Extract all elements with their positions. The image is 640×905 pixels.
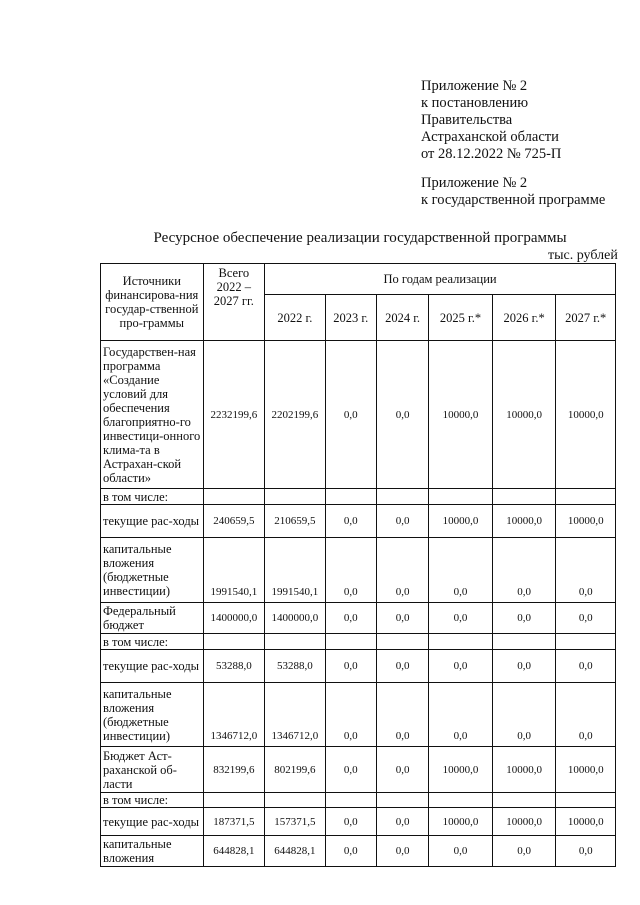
cell-total: 187371,5 — [203, 808, 265, 836]
cell-value: 0,0 — [376, 747, 428, 793]
cell-value: 0,0 — [325, 808, 376, 836]
row-label: текущие рас-ходы — [101, 650, 204, 683]
cell-value: 0,0 — [376, 808, 428, 836]
cell-value: 0,0 — [325, 683, 376, 747]
cell-value — [265, 793, 326, 808]
cell-value: 0,0 — [376, 836, 428, 867]
cell-value — [265, 634, 326, 650]
cell-value: 0,0 — [492, 683, 556, 747]
row-label: капитальные вложения (бюджетные инвестиции) — [101, 683, 204, 747]
cell-value — [325, 793, 376, 808]
table-row — [101, 650, 616, 683]
cell-value: 0,0 — [325, 836, 376, 867]
row-label: текущие рас-ходы — [101, 505, 204, 538]
cell-value: 0,0 — [376, 650, 428, 683]
cell-value: 0,0 — [376, 683, 428, 747]
row-label: капитальные вложения (бюджетные инвестиции) — [101, 538, 204, 603]
cell-total: 1991540,1 — [203, 538, 265, 603]
document-title: Ресурсное обеспечение реализации государственной программы — [153, 230, 567, 246]
cell-total: 53288,0 — [203, 650, 265, 683]
cell-value: 2202199,6 — [265, 341, 326, 489]
cell-value: 0,0 — [325, 538, 376, 603]
header-year: 2025 г.* — [429, 295, 493, 341]
appendix-block-2 — [421, 175, 605, 209]
cell-value — [325, 489, 376, 505]
cell-value — [492, 489, 556, 505]
cell-total — [203, 634, 265, 650]
cell-value: 0,0 — [556, 538, 616, 603]
appendix-block — [421, 78, 561, 163]
cell-value: 0,0 — [556, 836, 616, 867]
header-year: 2024 г. — [376, 295, 428, 341]
cell-value — [265, 489, 326, 505]
cell-value: 0,0 — [376, 341, 428, 489]
cell-value: 0,0 — [325, 505, 376, 538]
row-label: капитальные вложения — [101, 836, 204, 867]
cell-value: 0,0 — [556, 650, 616, 683]
row-label: Государствен-ная программа «Создание условий для обеспечения благоприятно-го инвестици-онного клима-та в Астрахан-ской области» — [101, 341, 204, 489]
table-row — [101, 603, 616, 634]
cell-value: 0,0 — [492, 836, 556, 867]
cell-total: 644828,1 — [203, 836, 265, 867]
table-row — [101, 538, 616, 603]
cell-total: 1400000,0 — [203, 603, 265, 634]
cell-value: 0,0 — [376, 538, 428, 603]
cell-value: 0,0 — [492, 650, 556, 683]
cell-value: 0,0 — [429, 683, 493, 747]
cell-total: 832199,6 — [203, 747, 265, 793]
appendix-line: Приложение № 2 — [421, 78, 528, 94]
cell-value: 10000,0 — [556, 747, 616, 793]
header-year: 2022 г. — [265, 295, 326, 341]
cell-value — [492, 793, 556, 808]
header-source: Источники финансирова-ния государ-ственной про-граммы — [101, 264, 204, 341]
cell-value — [376, 634, 428, 650]
appendix-line: к постановлению — [421, 95, 529, 111]
table-row — [101, 505, 616, 538]
appendix-line: к государственной программе — [421, 192, 606, 208]
cell-value: 0,0 — [429, 538, 493, 603]
cell-value — [556, 634, 616, 650]
cell-value: 1346712,0 — [265, 683, 326, 747]
cell-value: 0,0 — [325, 341, 376, 489]
cell-total: 1346712,0 — [203, 683, 265, 747]
cell-value: 10000,0 — [556, 808, 616, 836]
cell-value: 10000,0 — [492, 747, 556, 793]
row-label: в том числе: — [101, 634, 204, 650]
header-row — [101, 264, 616, 295]
cell-value: 1400000,0 — [265, 603, 326, 634]
table-row — [101, 836, 616, 867]
table-row — [101, 489, 616, 505]
cell-value: 10000,0 — [429, 505, 493, 538]
cell-value: 10000,0 — [556, 505, 616, 538]
header-total: Всего 2022 – 2027 гг. — [203, 264, 265, 341]
cell-total — [203, 489, 265, 505]
cell-value: 0,0 — [492, 538, 556, 603]
cell-value: 210659,5 — [265, 505, 326, 538]
funding-table — [100, 263, 616, 867]
appendix-line: от 28.12.2022 № 725-П — [421, 146, 562, 162]
cell-value: 0,0 — [429, 603, 493, 634]
cell-value — [556, 793, 616, 808]
cell-value: 644828,1 — [265, 836, 326, 867]
row-label: Бюджет Аст-раханской об-ласти — [101, 747, 204, 793]
row-label: в том числе: — [101, 489, 204, 505]
table-row — [101, 793, 616, 808]
cell-value — [429, 793, 493, 808]
cell-value — [429, 489, 493, 505]
cell-value — [429, 634, 493, 650]
cell-value — [376, 793, 428, 808]
cell-value: 0,0 — [376, 505, 428, 538]
cell-total: 240659,5 — [203, 505, 265, 538]
cell-value: 53288,0 — [265, 650, 326, 683]
appendix-line: Астраханской области — [421, 129, 559, 145]
header-year: 2023 г. — [325, 295, 376, 341]
cell-value — [556, 489, 616, 505]
row-label: текущие рас-ходы — [101, 808, 204, 836]
cell-value: 1991540,1 — [265, 538, 326, 603]
cell-total: 2232199,6 — [203, 341, 265, 489]
units-label: тыс. рублей — [548, 248, 618, 263]
header-year: 2026 г.* — [492, 295, 556, 341]
cell-value — [376, 489, 428, 505]
cell-value — [325, 634, 376, 650]
table-row — [101, 634, 616, 650]
cell-value: 0,0 — [492, 603, 556, 634]
row-label: Федеральный бюджет — [101, 603, 204, 634]
cell-value: 10000,0 — [556, 341, 616, 489]
appendix-line: Правительства — [421, 112, 513, 128]
cell-value: 10000,0 — [429, 341, 493, 489]
cell-value: 10000,0 — [429, 808, 493, 836]
table-row — [101, 683, 616, 747]
table-row — [101, 747, 616, 793]
header-year: 2027 г.* — [556, 295, 616, 341]
cell-total — [203, 793, 265, 808]
cell-value: 802199,6 — [265, 747, 326, 793]
cell-value: 10000,0 — [429, 747, 493, 793]
table-row — [101, 808, 616, 836]
cell-value: 0,0 — [325, 603, 376, 634]
cell-value: 0,0 — [325, 650, 376, 683]
cell-value: 0,0 — [556, 603, 616, 634]
table-body — [101, 341, 616, 867]
appendix-line: Приложение № 2 — [421, 175, 528, 191]
cell-value: 0,0 — [429, 836, 493, 867]
table-row — [101, 341, 616, 489]
cell-value: 0,0 — [429, 650, 493, 683]
cell-value: 10000,0 — [492, 505, 556, 538]
cell-value: 0,0 — [556, 683, 616, 747]
header-by-years: По годам реализации — [265, 264, 616, 295]
cell-value: 157371,5 — [265, 808, 326, 836]
cell-value: 10000,0 — [492, 341, 556, 489]
row-label: в том числе: — [101, 793, 204, 808]
cell-value: 0,0 — [376, 603, 428, 634]
cell-value: 0,0 — [325, 747, 376, 793]
cell-value — [492, 634, 556, 650]
cell-value: 10000,0 — [492, 808, 556, 836]
